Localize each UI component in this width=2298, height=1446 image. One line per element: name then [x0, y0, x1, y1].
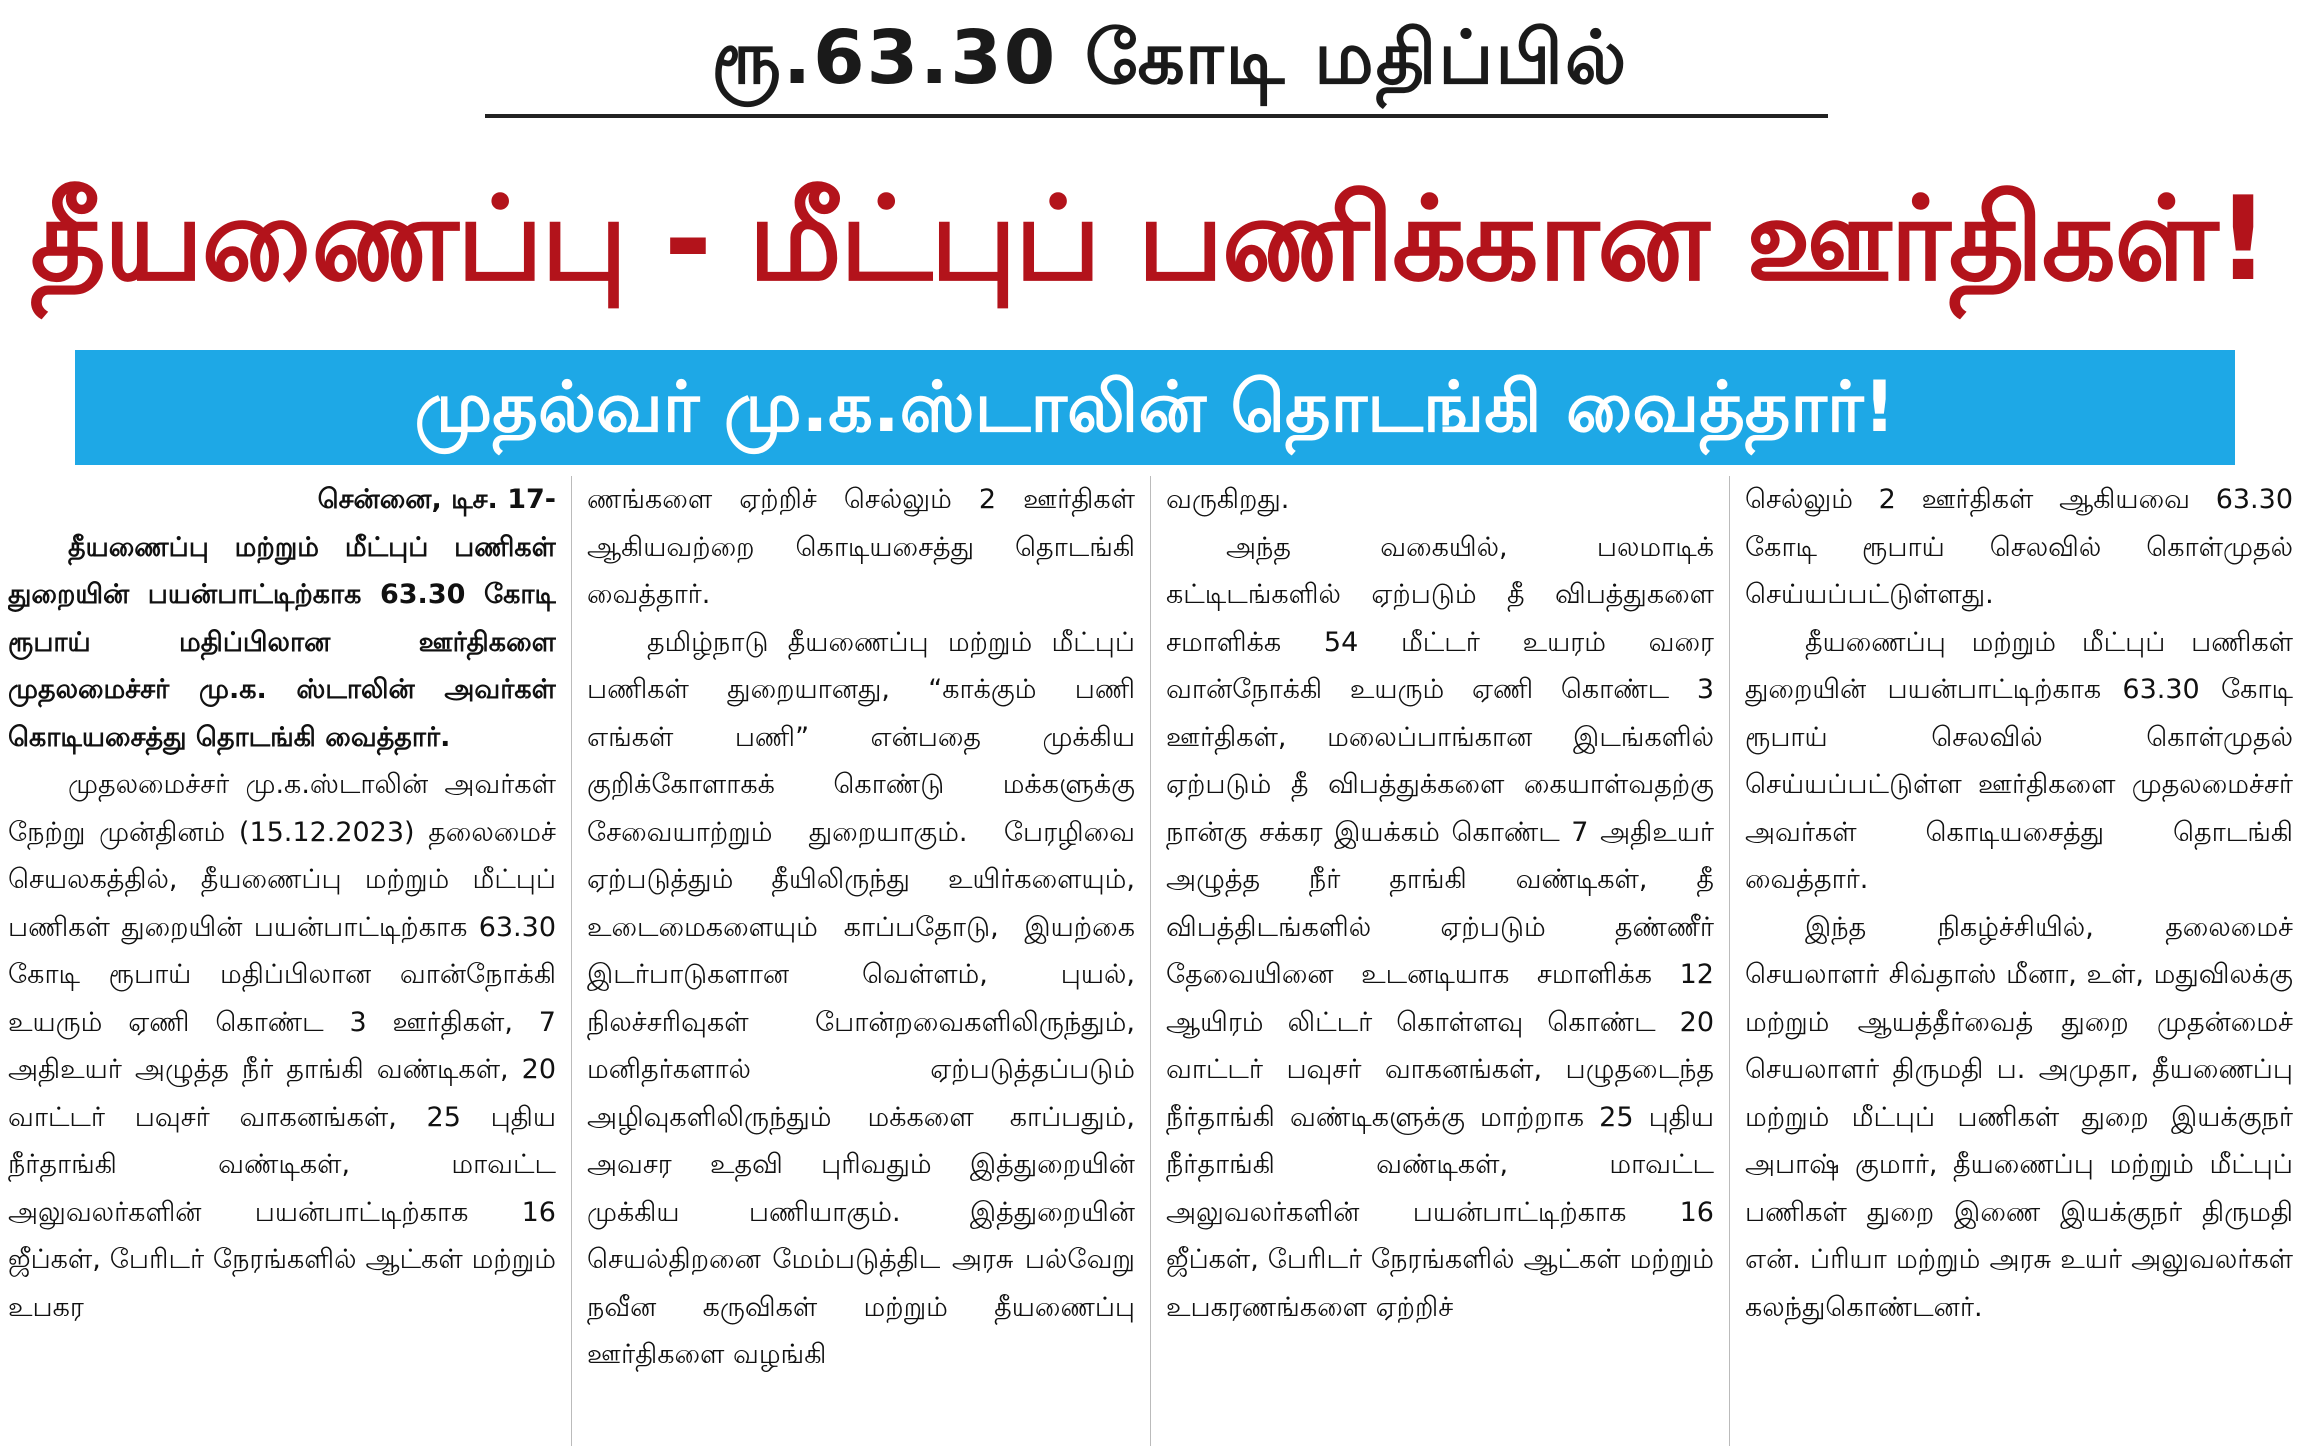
column-divider	[1150, 476, 1151, 1446]
body-paragraph: ணங்களை ஏற்றிச் செல்லும் 2 ஊர்திகள் ஆகியவற்றை கொடியசைத்து தொடங்கி வைத்தார்.	[587, 484, 1135, 610]
body-paragraph: அந்த வகையில், பலமாடிக் கட்டிடங்களில் ஏற்படும் தீ விபத்துகளை சமாளிக்க 54 மீட்டர் உயரம் வரை வான்நோக்கி உயரும் ஏணி கொண்ட 3 ஊர்திகள், மலைப்பாங்கான இடங்களில் ஏற்படும் தீ விபத்துக்களை கையாள்வதற்கு நான்கு சக்கர இயக்கம் கொண்ட 7 அதிஉயர் அழுத்த நீர் தாங்கி வண்டிகள், தீ விபத்திடங்களில் ஏற்படும் தண்ணீர் தேவையினை உடனடியாக சமாளிக்க 12 ஆயிரம் லிட்டர் கொள்ளவு கொண்ட 20 வாட்டர் பவுசர் வாகனங்கள், பழுதடைந்த நீர்தாங்கி வண்டிகளுக்கு மாற்றாக 25 புதிய நீர்தாங்கி வண்டிகள், மாவட்ட அலுவலர்களின் பயன்பாட்டிற்காக 16 ஜீப்கள், பேரிடர் நேரங்களில் ஆட்கள் மற்றும் உபகரணங்களை ஏற்றிச்	[1166, 531, 1714, 1323]
body-paragraph: செல்லும் 2 ஊர்திகள் ஆகியவை 63.30 கோடி ரூபாய் செலவில் கொள்முதல் செய்யப்பட்டுள்ளது.	[1745, 484, 2293, 610]
column-divider	[571, 476, 572, 1446]
dateline: சென்னை, டிச. 17-	[317, 484, 556, 515]
body-paragraph: தமிழ்நாடு தீயணைப்பு மற்றும் மீட்புப் பணிகள் துறையானது, “காக்கும் பணி எங்கள் பணி” என்பதை முக்கிய குறிக்கோளாகக் கொண்டு மக்களுக்கு சேவையாற்றும் துறையாகும். பேரழிவை ஏற்படுத்தும் தீயிலிருந்து உயிர்களையும், உடைமைகளையும் காப்பதோடு, இயற்கை இடர்பாடுகளான வெள்ளம், புயல், நிலச்சரிவுகள் போன்றவைகளிலிருந்தும், மனிதர்களால் ஏற்படுத்தப்படும் அழிவுகளிலிருந்தும் மக்களை காப்பதும், அவசர உதவி புரிவதும் இத்துறையின் முக்கிய பணியாகும். இத்துறையின் செயல்திறனை மேம்படுத்திட அரசு பல்வேறு நவீன கருவிகள் மற்றும் தீயணைப்பு ஊர்திகளை வழங்கி	[587, 626, 1135, 1370]
article-column-2	[587, 476, 1135, 1446]
body-paragraph: வருகிறது.	[1166, 484, 1290, 515]
body-paragraph: இந்த நிகழ்ச்சியில், தலைமைச் செயலாளர் சிவ்தாஸ் மீனா, உள், மதுவிலக்கு மற்றும் ஆயத்தீர்வைத் துறை முதன்மைச் செயலாளர் திருமதி ப. அமுதா, தீயணைப்பு மற்றும் மீட்புப் பணிகள் துறை இயக்குநர் அபாஷ் குமார், தீயணைப்பு மற்றும் மீட்புப் பணிகள் துறை இணை இயக்குநர் திருமதி என். ப்ரியா மற்றும் அரசு உயர் அலுவலர்கள் கலந்துகொண்டனர்.	[1745, 911, 2293, 1323]
headline: தீயணைப்பு - மீட்புப் பணிக்கான ஊர்திகள்!	[30, 172, 2268, 307]
kicker-underline	[485, 114, 1828, 118]
article-column-3	[1166, 476, 1714, 1446]
article-column-1	[8, 476, 556, 1446]
body-paragraph: தீயணைப்பு மற்றும் மீட்புப் பணிகள் துறையின் பயன்பாட்டிற்காக 63.30 கோடி ரூபாய் செலவில் கொள்முதல் செய்யப்பட்டுள்ள ஊர்திகளை முதலமைச்சர் அவர்கள் கொடியசைத்து தொடங்கி வைத்தார்.	[1745, 626, 2293, 895]
article-source	[0, 0, 1, 1]
column-divider	[1729, 476, 1730, 1446]
article-column-4	[1745, 476, 2293, 1446]
lead-paragraph: தீயணைப்பு மற்றும் மீட்புப் பணிகள் துறையின் பயன்பாட்டிற்காக 63.30 கோடி ரூபாய் மதிப்பிலான ஊர்திகளை முதலமைச்சர் மு.க. ஸ்டாலின் அவர்கள் கொடியசைத்து தொடங்கி வைத்தார்.	[8, 531, 556, 753]
article-dateline	[0, 0, 1, 1]
kicker-title: ரூ.63.30 கோடி மதிப்பில்	[711, 15, 1629, 101]
body-paragraph: முதலமைச்சர் மு.க.ஸ்டாலின் அவர்கள் நேற்று முன்தினம் (15.12.2023) தலைமைச் செயலகத்தில், தீயணைப்பு மற்றும் மீட்புப் பணிகள் துறையின் பயன்பாட்டிற்காக 63.30 கோடி ரூபாய் மதிப்பிலான வான்நோக்கி உயரும் ஏணி கொண்ட 3 ஊர்திகள், 7 அதிஉயர் அழுத்த நீர் தாங்கி வண்டிகள், 20 வாட்டர் பவுசர் வாகனங்கள், 25 புதிய நீர்தாங்கி வண்டிகள், மாவட்ட அலுவலர்களின் பயன்பாட்டிற்காக 16 ஜீப்கள், பேரிடர் நேரங்களில் ஆட்கள் மற்றும் உபகர	[8, 769, 556, 1323]
subheadline: முதல்வர் மு.க.ஸ்டாலின் தொடங்கி வைத்தார்!	[414, 366, 1896, 448]
